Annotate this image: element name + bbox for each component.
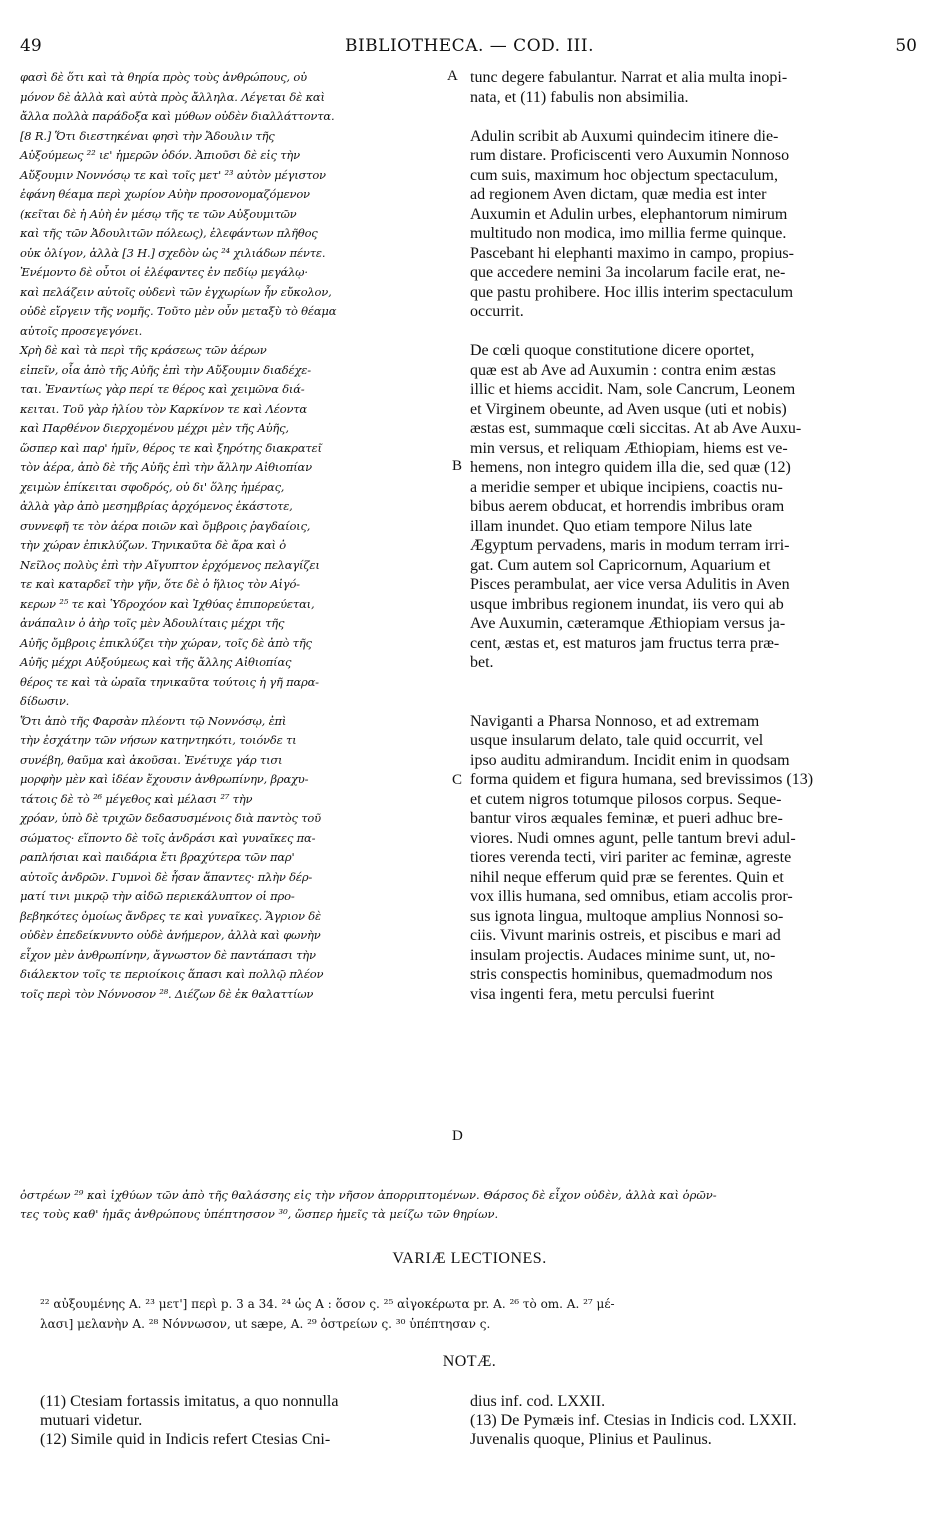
- greek-line: αὐτοῖς προσεγεγόνει.: [20, 323, 143, 338]
- latin-line: ipso auditu admirandum. Incidit enim in quodsam: [470, 751, 790, 769]
- greek-line: τε καὶ καταρδεῖ τὴν γῆν, ὅτε δὲ ὁ ἥλιος τὸν Αἰγό-: [20, 577, 300, 591]
- greek-line: τάτοις δὲ τὸ ²⁶ μέγεθος καὶ μέλασι ²⁷ τὴν: [20, 791, 253, 806]
- latin-line: tunc degere fabulantur. Narrat et alia multa inopi-: [470, 69, 788, 86]
- greek-line: αὐτοῖς ἀνδρῶν. Γυμνοὶ δὲ ἦσαν ἅπαντες· πλὴν δέρ-: [20, 869, 313, 884]
- latin-line: Adulin scribit ab Auxumi quindecim itinere die-: [470, 127, 779, 145]
- greek-line: ματί τινι μικρῷ τὴν αἰδῶ περιεκάλυπτον οἱ προ-: [20, 889, 295, 903]
- latin-line: tiores verenda tecti, viri pariter ac feminæ, agreste: [470, 849, 792, 866]
- greek-line: εἰπεῖν, οἷα ἀπὸ τῆς Αὐῆς ἐπὶ τὴν Αὔξουμιν διαδέχε-: [20, 362, 311, 377]
- note-line: Juvenalis quoque, Plinius et Paulinus.: [470, 1431, 712, 1448]
- greek-line: ἐφάνη θέαμα περὶ χωρίον Αὐὴν προσονομαζόμενον: [20, 187, 310, 201]
- margin-letter-c: C: [452, 772, 463, 788]
- latin-line: ciis. Vivunt marinis ostreis, et piscibus e mari ad: [470, 927, 781, 944]
- greek-line: Αὐξούμεως ²² ιε' ἡμερῶν ὁδόν. Ἀπιοῦσι δὲ εἰς τὴν: [20, 148, 300, 162]
- latin-line: Pascebant hi elephanti maximo in campo, propius-: [470, 244, 794, 262]
- page-number-left: 49: [20, 36, 42, 56]
- latin-line: cent, æstas et, est maturos jam fructus terra præ-: [470, 634, 780, 652]
- latin-line: ad regionem Aven dictam, quæ media est inter: [470, 186, 767, 203]
- latin-line: De cœli quoque constitutione dicere oportet,: [470, 342, 755, 359]
- margin-letter-a: A: [447, 68, 458, 84]
- variant-line: λασι] μελανὴν A. ²⁸ Νόννωσον, ut sæpe, A. ²⁹ ὀστρείων ς. ³⁰ ὑπέπτησαν ς.: [40, 1317, 491, 1331]
- latin-line: forma quidem et figura humana, sed brevissimos (13): [470, 771, 814, 788]
- latin-line: nata, et (11) fabulis non absimilia.: [470, 88, 689, 106]
- latin-line: [470, 692, 912, 712]
- latin-line: que accedere nemini 3a incolarum facile erat, ne-: [470, 264, 786, 281]
- latin-line: viores. Nudi omnes agunt, pelle tantum brevi adul-: [470, 829, 796, 847]
- latin-line: [470, 322, 912, 342]
- latin-line: [470, 673, 912, 693]
- greek-line: Χρὴ δὲ καὶ τὰ περὶ τῆς κράσεως τῶν ἀέρων: [20, 343, 267, 357]
- latin-line: bet.: [470, 654, 494, 671]
- greek-line: εἶχον μὲν ἀνθρωπίνην, ἄγνωστον δὲ παντάπασι τὴν: [20, 947, 316, 962]
- greek-line: τὴν χώραν ἐπικλύζων. Τηνικαῦτα δὲ ἄρα καὶ ὁ: [20, 538, 287, 552]
- variae-heading: VARIÆ LECTIONES.: [392, 1250, 547, 1267]
- greek-line: διάλεκτον τοῖς τε περιοίκοις ἅπασι καὶ πολλῷ πλέον: [20, 967, 324, 981]
- greek-line: φασὶ δὲ ὅτι καὶ τὰ θηρία πρὸς τοὺς ἀνθρώπους, οὐ: [20, 70, 307, 84]
- greek-line: θέρος τε καὶ τὰ ὡραῖα τηνικαῦτα τούτοις ἡ γῆ παρα-: [20, 674, 319, 689]
- greek-line: οὐδὲ εἴργειν τῆς νομῆς. Τοῦτο μὲν οὖν μεταξὺ τὸ θέαμα: [20, 304, 337, 318]
- greek-line: Αὔξουμιν Νοννόσῳ τε καὶ τοῖς μετ' ²³ αὐτὸν μέγιστον: [20, 167, 326, 182]
- note-line: mutuari videtur.: [40, 1412, 143, 1429]
- variae-lectiones: [40, 1294, 920, 1334]
- greek-line: σώματος· εἵποντο δὲ τοῖς ἀνδράσι καὶ γυναῖκες πα-: [20, 830, 316, 845]
- greek-line: χρόαν, ὑπὸ δὲ τριχῶν δεδασυσμένοις διὰ παντὸς τοῦ: [20, 811, 321, 825]
- note-line: (11) Ctesiam fortassis imitatus, a quo nonnulla: [40, 1393, 339, 1410]
- latin-line: insulam projectis. Audaces minime sunt, ut, no-: [470, 946, 776, 964]
- greek-line: ἄλλα πολλὰ παράδοξα καὶ μύθων οὐδὲν διαλλάττοντα.: [20, 109, 335, 123]
- greek-line: Ὅτι ἀπὸ τῆς Φαρσὰν πλέοντι τῷ Νοννόσῳ, ἐπὶ: [20, 713, 287, 728]
- greek-line: ἀνάπαλιν ὁ ἀὴρ τοῖς μὲν Ἀδουλίταις μέχρι τῆς: [20, 616, 285, 630]
- page-header: [0, 36, 939, 60]
- greek-line: καὶ τῆς τῶν Ἀδουλιτῶν πόλεως), ἐλεφάντων πλῆθος: [20, 226, 318, 240]
- note-line: dius inf. cod. LXXII.: [470, 1393, 606, 1410]
- latin-line: bantur viros æquales feminæ, et pueri adhuc bre-: [470, 810, 783, 827]
- latin-line: visa ingenti fera, metu perculsi fuerint: [470, 985, 715, 1003]
- latin-line: illic et hiems accidit. Nam, sole Cancrum, Leonem: [470, 381, 796, 398]
- greek-line: ραπλήσιαι καὶ παιδάρια ἔτι βραχύτερα τῶν παρ': [20, 850, 295, 864]
- greek-line: [8 R.] Ὅτι διεστηκέναι φησὶ τὴν Ἄδουλιν τῆς: [20, 128, 275, 143]
- greek-line: συννεφῆ τε τὸν ἀέρα ποιῶν καὶ ὄμβροις ῥαγδαίοις,: [20, 518, 311, 533]
- latin-line: stris conspectis hominibus, quemadmodum nos: [470, 966, 773, 983]
- latin-line: Naviganti a Pharsa Nonnoso, et ad extremam: [470, 712, 760, 730]
- greek-line: καὶ Παρθένον διερχομένου μέχρι μὲν τῆς Αὐῆς,: [20, 421, 289, 435]
- greek-line: κερων ²⁵ τε καὶ Ὑδροχόον καὶ Ἰχθύας ἐπιπορεύεται,: [20, 596, 315, 611]
- latin-line: sus ignota lingua, multoque amplius Nonnosi so-: [470, 907, 784, 925]
- latin-line: vox illis humana, sed omnibus, etiam accolis pror-: [470, 888, 793, 905]
- latin-line: Pisces perambulat, aer vice versa Adulitis in Aven: [470, 576, 790, 593]
- latin-line: et Virginem obeunte, ad Aven usque (uti et nobis): [470, 400, 787, 418]
- greek-line: χειμὼν ἐπίκειται σφοδρός, οὐ δι' ὅλης ἡμέρας,: [20, 479, 285, 494]
- latin-line: min versus, et reliquam Æthiopiam, hiems est ve-: [470, 439, 788, 457]
- latin-line: gat. Cum autem sol Capricornum, Aquarium et: [470, 556, 771, 574]
- latin-line: hemens, non integro quidem illa die, sed quæ (12): [470, 459, 791, 476]
- latin-line: usque imbribus regionem inundat, iis vero qui ab: [470, 595, 784, 613]
- latin-line: occurrit.: [470, 303, 524, 320]
- greek-fullwidth-continuation: [20, 1186, 919, 1224]
- greek-column: [20, 68, 458, 1004]
- margin-letter-b: B: [452, 458, 463, 474]
- latin-line: a meridie semper et ubique incipiens, coactis nu-: [470, 478, 783, 496]
- greek-line: ἀλλὰ γὰρ ἀπὸ μεσημβρίας ἀρχόμενος ἑκάστοτε,: [20, 499, 293, 513]
- latin-line: Ave Auxumin, cæteramque Æthiopiam versus ja-: [470, 615, 786, 632]
- greek-line: ται. Ἐναντίως γὰρ περί τε θέρος καὶ χειμῶνα διά-: [20, 382, 305, 396]
- notes-right-column: [470, 1392, 920, 1449]
- greek-line: τοῖς περὶ τὸν Νόννοσον ²⁸. Διέζων δὲ ἐκ θαλαττίων: [20, 986, 314, 1001]
- greek-line: μόνον δὲ ἀλλὰ καὶ αὐτὰ πρὸς ἄλληλα. Λέγεται δὲ καὶ: [20, 89, 325, 104]
- greek-line: Αὐῆς μέχρι Αὐξούμεως καὶ τῆς ἄλλης Αἰθιοπίας: [20, 655, 292, 669]
- latin-line: Ægyptum pervadens, maris in modum terram irri-: [470, 537, 790, 554]
- latin-line: nihil neque efferum quid præ se ferentes. Quin et: [470, 868, 784, 886]
- greek-line: Ἐνέμοντο δὲ οὗτοι οἱ ἐλέφαντες ἐν πεδίῳ μεγάλῳ·: [20, 265, 308, 279]
- running-title: BIBLIOTHECA. — COD. III.: [344, 36, 595, 56]
- latin-line: quæ est ab Ave ad Auxumin : contra enim æstas: [470, 361, 776, 379]
- latin-line: [470, 107, 912, 127]
- latin-line: æstas est, summaque cœli siccitas. At ab Ave Auxu-: [470, 420, 802, 437]
- greek-line: ὀστρέων ²⁹ καὶ ἰχθύων τῶν ἀπὸ τῆς θαλάσσης εἰς τὴν νῆσον ἀπορριπτομένων. Θάρσος δὲ εἶχον οὐδὲν, ἀλλὰ καὶ ὁρῶν-: [20, 1188, 717, 1202]
- greek-line: ὥσπερ καὶ παρ' ἡμῖν, θέρος τε καὶ ξηρότης διακρατεῖ: [20, 440, 322, 455]
- greek-line: Νεῖλος πολὺς ἐπὶ τὴν Αἴγυπτον ἐρχόμενος πελαγίζει: [20, 557, 320, 572]
- greek-line: τες τοὺς καθ' ἡμᾶς ἀνθρώπους ὑπέπτησσον ³⁰, ὥσπερ ἡμεῖς τὰ μείζω τῶν θηρίων.: [20, 1207, 499, 1221]
- notae-heading: NOTÆ.: [442, 1353, 497, 1370]
- greek-line: οὐκ ὀλίγον, ἀλλὰ [3 H.] σχεδὸν ὡς ²⁴ χιλιάδων πέντε.: [20, 245, 326, 260]
- greek-line: Αὐῆς ὄμβροις ἐπικλύζει τὴν χώραν, τοῖς δὲ ἀπὸ τῆς: [20, 635, 312, 650]
- margin-letter-d: D: [452, 1128, 463, 1144]
- latin-line: cum suis, maximum hoc objectum spectaculum,: [470, 166, 778, 184]
- latin-line: que pastu prohibere. Hoc illis interim spectaculum: [470, 283, 794, 301]
- greek-line: βεβηκότες ὁμοίως ἄνδρες τε καὶ γυναῖκες. Ἄγριον δὲ: [20, 908, 321, 923]
- greek-line: μορφὴν μὲν καὶ ἰδέαν ἔχουσιν ἀνθρωπίνην, βραχυ-: [20, 772, 309, 786]
- greek-line: συνέβη, θαῦμα καὶ ἀκοῦσαι. Ἐνέτυχε γάρ τισι: [20, 752, 283, 767]
- latin-line: bibus aerem obducat, et horrendis imbribus oram: [470, 498, 785, 515]
- greek-line: κειται. Τοῦ γὰρ ἡλίου τὸν Καρκίνον τε καὶ Λέοντα: [20, 401, 307, 416]
- note-line: (12) Simile quid in Indicis refert Ctesias Cni-: [40, 1431, 331, 1448]
- note-line: (13) De Pymæis inf. Ctesias in Indicis cod. LXXII.: [470, 1412, 797, 1429]
- greek-line: οὐδὲν ἐπεδείκνυντο οὐδὲ ἀνήμερον, ἀλλὰ καὶ φωνὴν: [20, 928, 321, 942]
- greek-line: τὴν ἐσχάτην τῶν νήσων κατηντηκότι, τοιόνδε τι: [20, 733, 297, 747]
- latin-line: Auxumin et Adulin urbes, elephantorum nimirum: [470, 205, 788, 223]
- latin-line: multitudo non modica, imo millia ferme quinque.: [470, 225, 787, 242]
- greek-line: δίδωσιν.: [20, 694, 70, 708]
- latin-line: usque insularum delato, tale quid occurrit, vel: [470, 732, 764, 749]
- variant-line: ²² αὐξουμένης A. ²³ μετ'] περὶ p. 3 a 34. ²⁴ ὡς A : ὅσον ς. ²⁵ αἰγοκέρωτα pr. A. ²⁶ τὸ om. A. ²⁷ μέ-: [40, 1297, 615, 1311]
- notes-left-column: [40, 1392, 460, 1449]
- greek-line: καὶ πελάζειν αὐτοῖς οὐδενὶ τῶν ἐγχωρίων ἦν εὔκολον,: [20, 284, 332, 299]
- latin-line: illam inundet. Quo etiam tempore Nilus late: [470, 517, 753, 535]
- latin-line: et cutem nigros totumque pilosos corpus. Seque-: [470, 790, 782, 808]
- latin-line: rum distare. Proficiscenti vero Auxumin Nonnoso: [470, 147, 790, 164]
- greek-line: (κεῖται δὲ ἡ Αὐὴ ἐν μέσῳ τῆς τε τῶν Αὐξουμιτῶν: [20, 206, 297, 221]
- greek-line: τὸν ἀέρα, ἀπὸ δὲ τῆς Αὐῆς ἐπὶ τὴν ἄλλην Αἰθιοπίαν: [20, 460, 312, 474]
- page-number-right: 50: [895, 36, 917, 56]
- latin-column: [470, 68, 912, 1004]
